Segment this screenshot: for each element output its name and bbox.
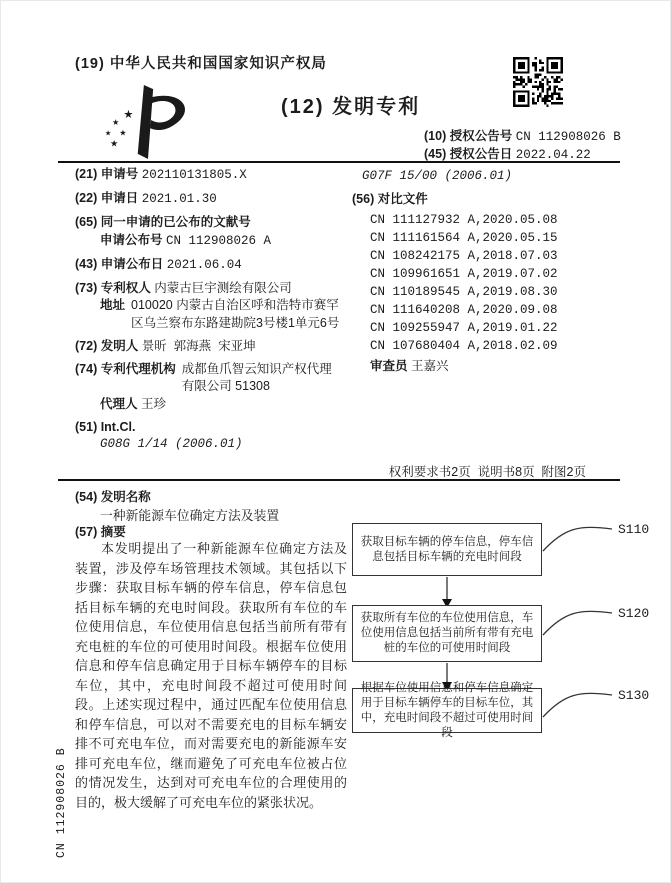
citation-item: CN 111161564 A,2020.05.15: [370, 231, 558, 245]
qr-code: [513, 57, 563, 107]
header-divider: [58, 161, 620, 163]
grant-number-value: CN 112908026 B: [515, 130, 621, 144]
examiner-label: 审查员: [370, 359, 408, 373]
int-cl-label: (51) Int.Cl.: [75, 419, 136, 434]
s130-connector-curve: [543, 693, 612, 717]
patentee-value: 内蒙古巨宇测绘有限公司: [154, 280, 292, 295]
grant-number-label: (10) 授权公告号: [424, 129, 513, 143]
publication-date-row: [75, 256, 347, 275]
citation-item: CN 109961651 A,2019.07.02: [370, 267, 558, 281]
grant-publication-number: [424, 126, 621, 144]
grant-publication-date: [424, 144, 591, 162]
agency-row: [75, 361, 347, 414]
publication-date-label: (43) 申请公布日: [75, 256, 164, 271]
citation-item: CN 111640208 A,2020.09.08: [370, 303, 558, 317]
document-type-title: (12) 发明专利: [281, 96, 421, 118]
int-cl-row: [75, 419, 347, 454]
cnipa-logo: [96, 84, 200, 160]
flow-step-2-text: 获取所有车位的车位使用信息，车位使用信息包括当前所有带有充电桩的车位的可使用时间段: [360, 612, 534, 654]
publication-number-value: CN 112908026 A: [166, 233, 272, 248]
section-divider: [58, 479, 620, 481]
page-counts: 权利要求书2页 说明书8页 附图2页: [388, 465, 586, 479]
application-date-value: 2021.01.30: [141, 192, 217, 206]
abstract-label: (57) 摘要: [75, 525, 126, 539]
s120-connector-curve: [543, 611, 612, 635]
flow-step-3-ref: S130: [618, 688, 650, 703]
citation-item: CN 110189545 A,2019.08.30: [370, 285, 558, 299]
svg-text:★: ★: [104, 128, 112, 138]
inventors-value: 景昕 郭海燕 宋亚坤: [141, 338, 256, 353]
application-number-value: 202110131805.X: [141, 168, 247, 182]
prior-publication-row: [75, 214, 347, 250]
citations-label: (56) 对比文件: [352, 192, 428, 206]
flow-step-1-text: 获取目标车辆的停车信息，停车信息包括目标车辆的充电时间段: [360, 535, 534, 563]
patentee-label: (73) 专利权人: [75, 280, 151, 295]
inventors-row: [75, 338, 347, 356]
patentee-row: [75, 280, 347, 333]
citation-item: CN 109255947 A,2019.01.22: [370, 321, 558, 335]
issuing-office-title: (19) 中华人民共和国国家知识产权局: [75, 56, 327, 72]
agent-label: 代理人: [100, 396, 138, 411]
agency-label: (74) 专利代理机构: [75, 361, 176, 376]
publication-number-row: [75, 232, 347, 251]
application-number-label: (21) 申请号: [75, 167, 139, 181]
svg-text:★: ★: [110, 138, 119, 150]
invention-title-label: (54) 发明名称: [75, 490, 151, 504]
citation-item: CN 108242175 A,2018.07.03: [370, 249, 558, 263]
agent-row: [75, 396, 347, 414]
citations-list: [370, 211, 558, 355]
publication-number-label: 申请公布号: [100, 232, 163, 247]
publication-date-value: 2021.06.04: [166, 257, 242, 272]
examiner-row: [370, 358, 449, 376]
flow-step-2-box: [352, 605, 542, 662]
application-date-label: (22) 申请日: [75, 191, 139, 205]
int-cl-value-1: G08G 1/14 (2006.01): [100, 437, 243, 451]
flow-step-2-ref: S120: [618, 606, 650, 621]
examiner-value: 王嘉兴: [411, 359, 449, 373]
flow-step-3-text: 根据车位使用信息和停车信息确定用于目标车辆停车的目标车位，其中，充电时间段不超过可使用时间段: [360, 681, 534, 739]
flow-step-1-ref: S110: [618, 522, 650, 537]
application-date-row: [75, 190, 347, 209]
grant-date-label: (45) 授权公告日: [424, 147, 513, 161]
citation-item: CN 111127932 A,2020.05.08: [370, 213, 558, 227]
side-document-number: CN 112908026 B: [55, 747, 68, 858]
int-cl-value-2: G07F 15/00 (2006.01): [362, 169, 513, 183]
grant-date-value: 2022.04.22: [515, 148, 591, 162]
svg-text:★: ★: [123, 107, 134, 121]
invention-title: 一种新能源车位确定方法及装置: [100, 508, 280, 523]
prior-publication-label: (65) 同一申请的已公布的文献号: [75, 215, 251, 229]
address-row: [75, 297, 347, 332]
svg-text:★: ★: [112, 117, 120, 128]
agency-value: 成都鱼爪智云知识产权代理有限公司 51308: [181, 361, 332, 393]
address-label: 地址: [100, 298, 126, 312]
biblio-left-column: [75, 166, 347, 459]
abstract-text: 本发明提出了一种新能源车位确定方法及装置，涉及停车场管理技术领域。其包括以下步骤：获取目标车辆的停车信息，停车信息包括目标车辆的充电时间段。获取所有车位的车位使用信息，车位使用信息包括当前所有带有充电桩的车位的可使用时间段。根据车位使用信息和停车信息确定用于目标车辆停车的目标车位，其中，充电时间段不超过可使用时间段。上述实现过程中，通过匹配车位使用信息和停车信息，可以对不需要充电的目标车辆安排不可充电车位，而对需要充电的新能源车安排可充电车位，继而避免了可充电车位被占位的情况发生，达到对可充电车位的合理使用的目的，极大缓解了可充电车位的紧张状况。: [75, 541, 347, 810]
agent-value: 王珍: [141, 396, 167, 411]
address-value: 010020 内蒙古自治区呼和浩特市赛罕区乌兰察布东路建勘院3号楼1单元6号: [131, 298, 340, 330]
citation-item: CN 107680404 A,2018.02.09: [370, 339, 558, 353]
inventors-label: (72) 发明人: [75, 338, 139, 353]
logo-stars: [105, 108, 134, 150]
s110-connector-curve: [543, 527, 612, 551]
flow-step-1-box: [352, 523, 542, 576]
flow-step-3-box: [352, 681, 542, 739]
application-number-row: [75, 166, 347, 185]
svg-text:★: ★: [119, 127, 127, 138]
